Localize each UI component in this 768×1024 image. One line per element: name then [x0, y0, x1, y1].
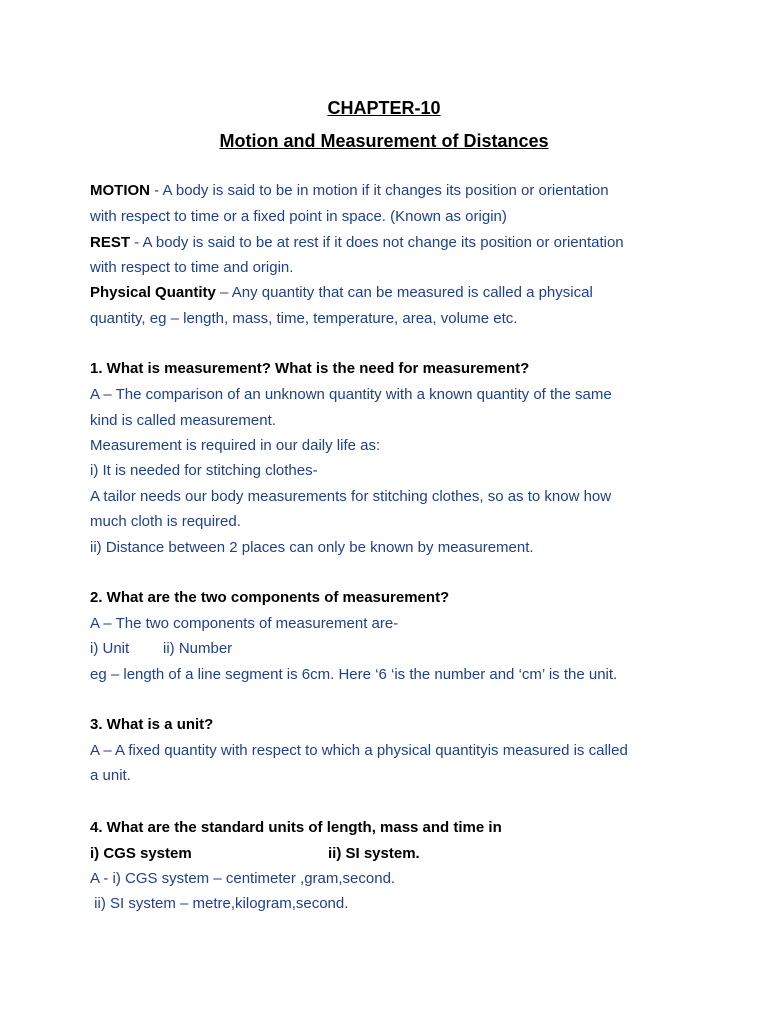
answer-1-line6: much cloth is required. [90, 513, 241, 530]
question-4: 4. What are the standard units of length, mass and time in [90, 819, 502, 836]
rest-text: A body is said to be at rest if it does not change its position or orientation [142, 234, 624, 251]
question-2: 2. What are the two components of measurement? [90, 589, 450, 606]
question-4-cgs: i) CGS system [90, 845, 192, 862]
answer-3-line1: A – A fixed quantity with respect to which a physical quantityis measured is called [90, 742, 628, 759]
answer-2-line1: A – The two components of measurement are- [90, 615, 399, 632]
answer-4-line2: ii) SI system – metre,kilogram,second. [90, 895, 349, 912]
answer-1-line7: ii) Distance between 2 places can only be known by measurement. [90, 539, 534, 556]
rest-definition-line1 [90, 234, 730, 252]
physical-quantity-text: Any quantity that can be measured is called a physical [231, 284, 593, 301]
question-1: 1. What is measurement? What is the need for measurement? [90, 360, 530, 377]
answer-4-line1: A - i) CGS system – centimeter ,gram,second. [90, 870, 396, 887]
motion-text: A body is said to be in motion if it changes its position or orientation [162, 182, 609, 199]
chapter-heading: CHAPTER-10 [327, 98, 441, 118]
physical-quantity-separator: – [215, 284, 232, 301]
motion-term: MOTION [90, 182, 150, 199]
component-number: ii) Number [163, 640, 233, 657]
motion-definition-line2: with respect to time or a fixed point in space. (Known as origin) [90, 208, 507, 225]
page-title: Motion and Measurement of Distances [219, 131, 549, 151]
answer-1-line5: A tailor needs our body measurements for stitching clothes, so as to know how [90, 488, 612, 505]
physical-quantity-line1 [90, 284, 730, 302]
answer-3-line2: a unit. [90, 767, 131, 784]
answer-1-line1: A – The comparison of an unknown quantity with a known quantity of the same [90, 386, 612, 403]
motion-definition-line1 [90, 182, 730, 200]
answer-2-line3: eg – length of a line segment is 6cm. Here ‘6 ‘is the number and ‘cm’ is the unit. [90, 666, 618, 683]
question-3: 3. What is a unit? [90, 716, 214, 733]
rest-definition-line2: with respect to time and origin. [90, 259, 294, 276]
physical-quantity-term: Physical Quantity [90, 284, 216, 301]
component-unit: i) Unit [90, 640, 130, 657]
answer-1-line2: kind is called measurement. [90, 412, 276, 429]
question-4-si: ii) SI system. [328, 845, 420, 862]
motion-separator: - [150, 182, 163, 199]
answer-1-line3: Measurement is required in our daily life as: [90, 437, 381, 454]
question-4-subparts [90, 845, 730, 863]
rest-term: REST [90, 234, 131, 251]
answer-2-items [90, 640, 730, 658]
rest-separator: - [130, 234, 143, 251]
physical-quantity-line2: quantity, eg – length, mass, time, temperature, area, volume etc. [90, 310, 518, 327]
answer-1-line4: i) It is needed for stitching clothes- [90, 462, 318, 479]
